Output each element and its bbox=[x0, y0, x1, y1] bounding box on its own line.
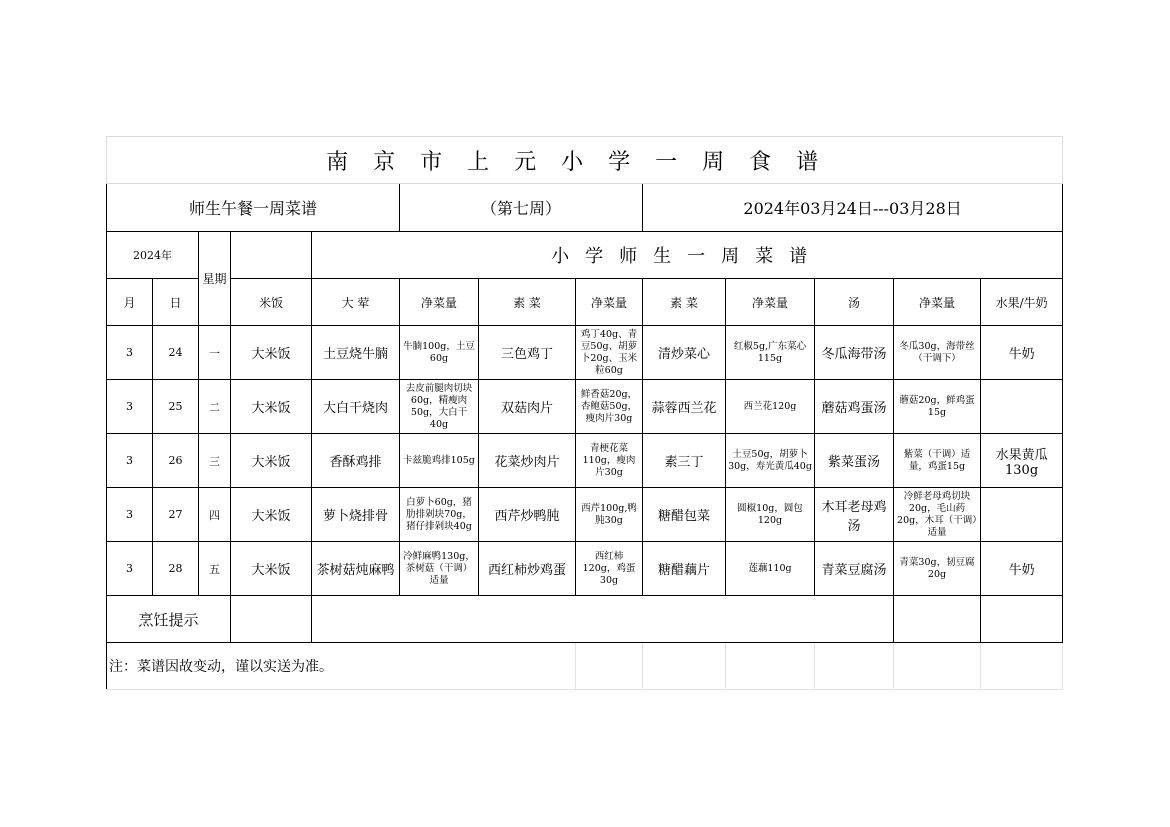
weekday-cell: 二 bbox=[199, 380, 231, 434]
meat-qty-cell: 白萝卜60g，猪肋排剁块70g，猪仔排剁块40g bbox=[400, 488, 479, 542]
rice-cell: 大米饭 bbox=[231, 380, 312, 434]
soup-qty-cell: 蘑菇20g，鲜鸡蛋15g bbox=[894, 380, 981, 434]
day-cell: 24 bbox=[153, 326, 199, 380]
page-title: 南京市上元小学一周食谱 bbox=[107, 137, 1063, 184]
fruit-cell bbox=[981, 488, 1063, 542]
weekday-header: 星期 bbox=[199, 232, 231, 326]
month-cell: 3 bbox=[107, 542, 153, 596]
veg2-dish-cell: 清炒菜心 bbox=[643, 326, 726, 380]
fruit-cell: 水果黄瓜130g bbox=[981, 434, 1063, 488]
veg1-dish-cell: 西芹炒鸭肫 bbox=[479, 488, 576, 542]
soup-cell: 蘑菇鸡蛋汤 bbox=[815, 380, 894, 434]
subtitle-left: 师生午餐一周菜谱 bbox=[107, 184, 400, 232]
cooking-tips-extra bbox=[894, 596, 981, 643]
weekday-cell: 三 bbox=[199, 434, 231, 488]
column-header-row bbox=[107, 279, 1063, 326]
meat-dish-cell: 大白干烧肉 bbox=[312, 380, 400, 434]
col-soup: 汤 bbox=[815, 279, 894, 326]
col-fruit: 水果/牛奶 bbox=[981, 279, 1063, 326]
note-blank-cell bbox=[981, 643, 1063, 690]
rice-cell: 大米饭 bbox=[231, 542, 312, 596]
soup-qty-cell: 冷鲜老母鸡切块20g，毛山药20g，木耳（干调）适量 bbox=[894, 488, 981, 542]
cooking-tips-extra-2 bbox=[981, 596, 1063, 643]
weekday-cell: 一 bbox=[199, 326, 231, 380]
col-veg1-qty: 净菜量 bbox=[576, 279, 643, 326]
soup-qty-cell: 青菜30g，韧豆腐20g bbox=[894, 542, 981, 596]
fruit-cell: 牛奶 bbox=[981, 326, 1063, 380]
day-cell: 25 bbox=[153, 380, 199, 434]
header-row-1 bbox=[107, 232, 1063, 279]
meat-qty-cell: 冷鲜麻鸭130g，茶树菇（干调）适量 bbox=[400, 542, 479, 596]
col-veg2-qty: 净菜量 bbox=[726, 279, 815, 326]
veg1-dish-cell: 花菜炒肉片 bbox=[479, 434, 576, 488]
rice-cell: 大米饭 bbox=[231, 488, 312, 542]
fruit-cell: 牛奶 bbox=[981, 542, 1063, 596]
fruit-cell bbox=[981, 380, 1063, 434]
note-blank-cell bbox=[815, 643, 894, 690]
day-cell: 26 bbox=[153, 434, 199, 488]
veg2-qty-cell: 莲藕110g bbox=[726, 542, 815, 596]
blank-header bbox=[231, 232, 312, 279]
veg1-qty-cell: 鲜香菇20g，杏鲍菇50g，瘦肉片30g bbox=[576, 380, 643, 434]
weekly-menu-table bbox=[106, 136, 1063, 690]
day-cell: 28 bbox=[153, 542, 199, 596]
table-row bbox=[107, 542, 1063, 596]
title-row bbox=[107, 137, 1063, 184]
veg2-dish-cell: 蒜蓉西兰花 bbox=[643, 380, 726, 434]
month-cell: 3 bbox=[107, 488, 153, 542]
veg1-dish-cell: 西红柿炒鸡蛋 bbox=[479, 542, 576, 596]
day-cell: 27 bbox=[153, 488, 199, 542]
veg2-qty-cell: 土豆50g，胡萝卜30g，寿光黄瓜40g bbox=[726, 434, 815, 488]
subtitle-row bbox=[107, 184, 1063, 232]
veg1-dish-cell: 双菇肉片 bbox=[479, 380, 576, 434]
weekday-cell: 五 bbox=[199, 542, 231, 596]
year-header: 2024年 bbox=[107, 232, 199, 279]
meat-qty-cell: 牛腩100g，土豆60g bbox=[400, 326, 479, 380]
cooking-tips-content bbox=[312, 596, 894, 643]
table-row bbox=[107, 488, 1063, 542]
meat-dish-cell: 萝卜烧排骨 bbox=[312, 488, 400, 542]
soup-cell: 紫菜蛋汤 bbox=[815, 434, 894, 488]
table-row bbox=[107, 326, 1063, 380]
cooking-tips-row bbox=[107, 596, 1063, 643]
subtitle-week: （第七周） bbox=[400, 184, 643, 232]
col-soup-qty: 净菜量 bbox=[894, 279, 981, 326]
meat-dish-cell: 茶树菇炖麻鸭 bbox=[312, 542, 400, 596]
meat-qty-cell: 去皮前腿肉切块60g，精瘦肉50g，大白干40g bbox=[400, 380, 479, 434]
veg2-dish-cell: 糖醋包菜 bbox=[643, 488, 726, 542]
note-blank-cell bbox=[643, 643, 726, 690]
soup-cell: 木耳老母鸡汤 bbox=[815, 488, 894, 542]
note-row bbox=[107, 643, 1063, 690]
soup-qty-cell: 冬瓜30g，海带丝（干调下） bbox=[894, 326, 981, 380]
veg1-qty-cell: 西红柿120g，鸡蛋30g bbox=[576, 542, 643, 596]
meat-dish-cell: 香酥鸡排 bbox=[312, 434, 400, 488]
note-blank-cell bbox=[726, 643, 815, 690]
subtitle-date-range: 2024年03月24日---03月28日 bbox=[643, 184, 1063, 232]
month-cell: 3 bbox=[107, 326, 153, 380]
menu-banner: 小学师生一周菜谱 bbox=[312, 232, 1063, 279]
meat-qty-cell: 卡兹脆鸡排105g bbox=[400, 434, 479, 488]
month-cell: 3 bbox=[107, 380, 153, 434]
col-meat-qty: 净菜量 bbox=[400, 279, 479, 326]
col-month: 月 bbox=[107, 279, 153, 326]
veg2-qty-cell: 圆椒10g，圆包120g bbox=[726, 488, 815, 542]
disclaimer-note: 注：菜谱因故变动，谨以实送为准。 bbox=[107, 643, 576, 690]
meat-dish-cell: 土豆烧牛腩 bbox=[312, 326, 400, 380]
cooking-tips-blank bbox=[231, 596, 312, 643]
col-meat: 大 荤 bbox=[312, 279, 400, 326]
cooking-tips-label: 烹饪提示 bbox=[107, 596, 231, 643]
note-blank-cell bbox=[894, 643, 981, 690]
veg2-dish-cell: 素三丁 bbox=[643, 434, 726, 488]
col-day: 日 bbox=[153, 279, 199, 326]
table-row bbox=[107, 434, 1063, 488]
rice-cell: 大米饭 bbox=[231, 434, 312, 488]
soup-qty-cell: 紫菜（干调）适量，鸡蛋15g bbox=[894, 434, 981, 488]
table-row bbox=[107, 380, 1063, 434]
rice-cell: 大米饭 bbox=[231, 326, 312, 380]
col-veg1: 素 菜 bbox=[479, 279, 576, 326]
veg1-qty-cell: 鸡丁40g、青豆50g、胡萝卜20g、玉米粒60g bbox=[576, 326, 643, 380]
soup-cell: 冬瓜海带汤 bbox=[815, 326, 894, 380]
veg1-dish-cell: 三色鸡丁 bbox=[479, 326, 576, 380]
col-veg2: 素 菜 bbox=[643, 279, 726, 326]
veg2-qty-cell: 红椒5g,广东菜心115g bbox=[726, 326, 815, 380]
weekday-cell: 四 bbox=[199, 488, 231, 542]
veg1-qty-cell: 青梗花菜110g，瘦肉片30g bbox=[576, 434, 643, 488]
note-blank-cell bbox=[576, 643, 643, 690]
soup-cell: 青菜豆腐汤 bbox=[815, 542, 894, 596]
month-cell: 3 bbox=[107, 434, 153, 488]
veg1-qty-cell: 西芹100g,鸭肫30g bbox=[576, 488, 643, 542]
veg2-qty-cell: 西兰花120g bbox=[726, 380, 815, 434]
veg2-dish-cell: 糖醋藕片 bbox=[643, 542, 726, 596]
col-rice: 米饭 bbox=[231, 279, 312, 326]
